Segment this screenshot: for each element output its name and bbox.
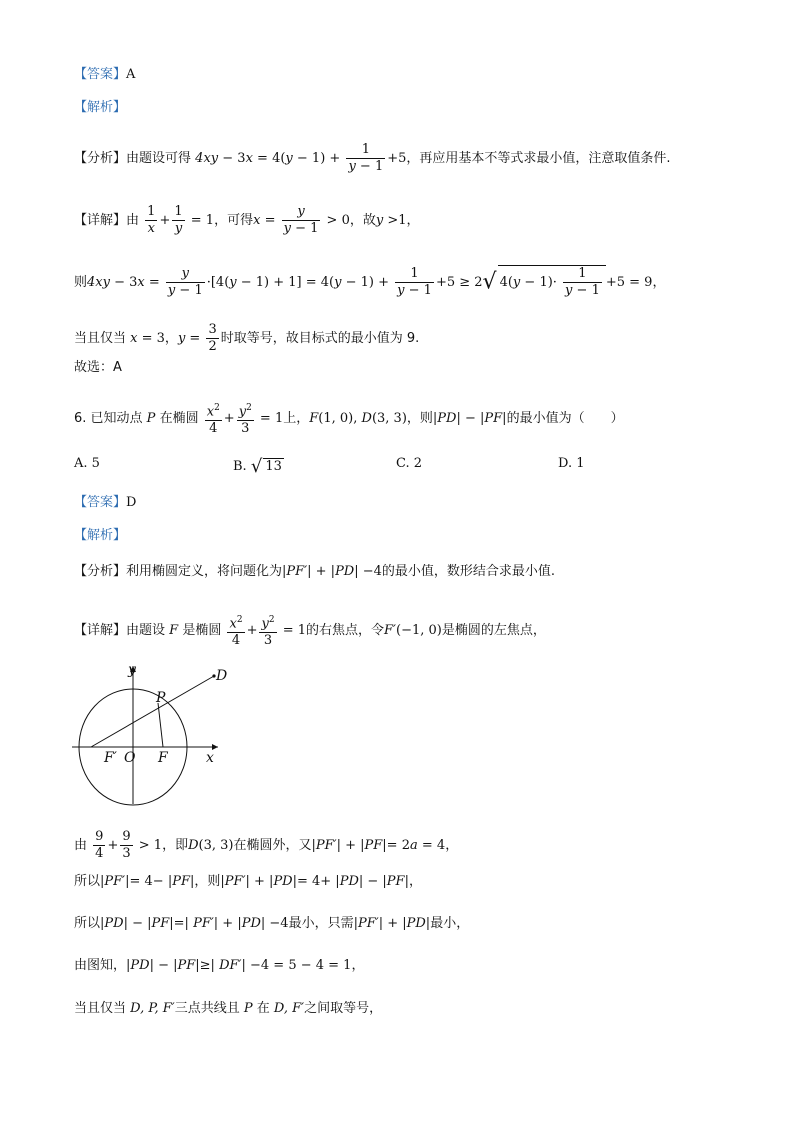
detail-text: 三点共线且 [174, 1001, 240, 1016]
detail-text: 是椭圆 [182, 623, 222, 639]
detail-text: 当且仅当 [74, 1001, 127, 1016]
analysis-tag: 【解析】 [74, 100, 127, 115]
detail-text: ，则 [194, 874, 221, 889]
label-d: D [216, 668, 228, 684]
fenxi-text-post: ，再应用基本不等式求最小值，注意取值条件. [406, 151, 671, 166]
detail-text: 由图知， [74, 958, 127, 973]
option-b: B. √ 13 [233, 456, 282, 477]
math-fraction: $\frac{y}{y - 1}$ [283, 204, 319, 236]
math-fraction: $\frac{y}{y - 1}$ [167, 266, 203, 298]
option-c: C. 2 [396, 456, 423, 471]
fenxi-tag: 【分析】 [74, 564, 127, 579]
q6-line-e: 当且仅当 D, P, F′三点共线且 P 在 D, F′之间取等号， [74, 1001, 383, 1016]
detail-text: 最小， [430, 916, 470, 931]
detail-text: 在椭圆外，又 [233, 838, 312, 853]
option-d: D. 1 [558, 456, 585, 471]
math-fraction: $\frac{1}{x}$ [147, 204, 156, 236]
detail-text: 是椭圆的左焦点， [441, 623, 546, 639]
detail-text: 由 [126, 213, 140, 228]
option-a: A. 5 [74, 456, 100, 471]
math-fraction: $\frac{9}{4}$ [95, 829, 104, 861]
stem-text: 在椭圆 [159, 411, 199, 427]
math-fraction: $\frac{y^2}{3}$ [259, 612, 276, 649]
detail-text: ，故 [349, 213, 376, 228]
math-fraction: $\frac{9}{3}$ [122, 829, 131, 861]
detail-tag: 【详解】 [74, 623, 127, 639]
math-sqrt: 4(y − 1)· $\frac{1}{y - 1}$ [498, 265, 606, 299]
stem-text: 6. 已知动点 [74, 411, 143, 427]
math-fraction: $\frac{1}{y - 1}$ [348, 142, 384, 174]
detail-text: 所以 [74, 916, 101, 931]
q5-equality-line: 当且仅当 x = 3，y = $\frac{3}{2}$ 时取等号，故目标式的最小值为 9. [74, 322, 420, 354]
detail-text: 在 [256, 1001, 270, 1016]
math-expr: 4xy [195, 151, 219, 166]
detail-text: 所以 [74, 874, 101, 889]
q6-line-b: 所以|PF′|= 4− |PF|，则|PF′| + |PD|= 4+ |PD| − |PF|， [74, 874, 422, 889]
fenxi-text-post: 的最小值，数形结合求最小值. [381, 564, 556, 579]
q6-line-a: 由 $\frac{9}{4}$ + $\frac{9}{3}$ > 1，即D(3, 3)在椭圆外，又|PF′| + |PF|= 2a = 4， [74, 829, 459, 861]
label-fprime: F′ [104, 750, 117, 766]
ellipse-figure [66, 658, 256, 808]
stem-text: 的最小值为（ ） [506, 411, 624, 427]
answer-value: A [126, 67, 136, 82]
detail-text: 时取等号，故目标式的最小值为 9. [220, 331, 420, 346]
detail-text: 则 [74, 275, 88, 290]
label-o: O [124, 750, 136, 766]
fenxi-tag: 【分析】 [74, 151, 127, 166]
q6-answer-line [74, 493, 136, 513]
math-fraction: $\frac{1}{y}$ [174, 204, 183, 236]
math-fraction: $\frac{x^2}{4}$ [205, 400, 222, 437]
q5-detail-line1: 【详解】由 $\frac{1}{x}$ + $\frac{1}{y}$ = 1，可得x = $\frac{y}{y - 1}$ > 0，故y >1， [74, 204, 420, 236]
math-fraction: $\frac{3}{2}$ [208, 322, 217, 354]
q5-choose [74, 358, 122, 378]
detail-text: 由 [74, 838, 88, 853]
stem-text: 上， [283, 411, 310, 427]
detail-tag: 【详解】 [74, 213, 127, 228]
q5-fenxi-line: 【分析】由题设可得 4xy − 3x = 4(y − 1) + $\frac{1}{y - 1}$ +5，再应用基本不等式求最小值，注意取值条件. [74, 142, 671, 174]
q6-stem: 6. 已知动点 P 在椭圆 $\frac{x^2}{4}$ + $\frac{y^2}{3}$ = 1上，F(1, 0), D(3, 3)，则|PD| − |PF|的最小值为（ ） [74, 400, 624, 437]
label-y: y [128, 662, 136, 678]
math-fraction: $\frac{y^2}{3}$ [237, 400, 254, 437]
detail-text: 由题设 [126, 623, 166, 639]
answer-tag: 【答案】 [74, 495, 127, 510]
q6-fenxi-line: 【分析】利用椭圆定义，将问题化为|PF′| + |PD| −4的最小值，数形结合求最小值. [74, 564, 556, 579]
label-f: F [158, 750, 168, 766]
q5-analysis-tag [74, 98, 126, 118]
label-x: x [206, 750, 214, 766]
q5-detail-line2: 则4xy − 3x = $\frac{y}{y - 1}$ ·[4(y − 1) + 1] = 4(y − 1) + $\frac{1}{y - 1}$ +5 ≥ 2√ 4(y − 1)· $\frac{1}{y - 1}$ +5 = 9， [74, 266, 666, 298]
detail-text: ，可得 [214, 213, 254, 228]
detail-text: 最小，只需 [288, 916, 354, 931]
choose-text: 故选：A [74, 360, 122, 375]
detail-text: 之间取等号， [304, 1001, 383, 1016]
q6-analysis-tag [74, 526, 126, 546]
math-fraction: $\frac{1}{y - 1}$ [397, 266, 432, 298]
q5-answer-line [74, 65, 135, 85]
label-p: P [156, 690, 166, 706]
stem-text: ，则 [406, 411, 433, 427]
analysis-tag: 【解析】 [74, 528, 127, 543]
line-fprime-d [91, 676, 214, 747]
fenxi-text: 利用椭圆定义，将问题化为 [126, 564, 283, 579]
q6-detail-line: 【详解】由题设 F 是椭圆 $\frac{x^2}{4}$ + $\frac{y^2}{3}$ = 1的右焦点，令F′(−1, 0)是椭圆的左焦点， [74, 612, 546, 649]
fenxi-text: 由题设可得 [126, 151, 192, 166]
math-fraction: $\frac{x^2}{4}$ [227, 612, 244, 649]
answer-tag: 【答案】 [74, 67, 127, 82]
detail-text: 的右焦点，令 [306, 623, 385, 639]
segment-pf [158, 703, 163, 747]
answer-value: D [126, 495, 137, 510]
q6-line-c: 所以|PD| − |PF|=| PF′| + |PD| −4最小，只需|PF′| + |PD|最小， [74, 916, 470, 931]
q6-line-d: 由图知，|PD| − |PF|≥| DF′| −4 = 5 − 4 = 1， [74, 958, 365, 973]
detail-text: 当且仅当 [74, 331, 127, 346]
option-b-label: B. [233, 459, 247, 474]
detail-text: ，即 [162, 838, 189, 853]
